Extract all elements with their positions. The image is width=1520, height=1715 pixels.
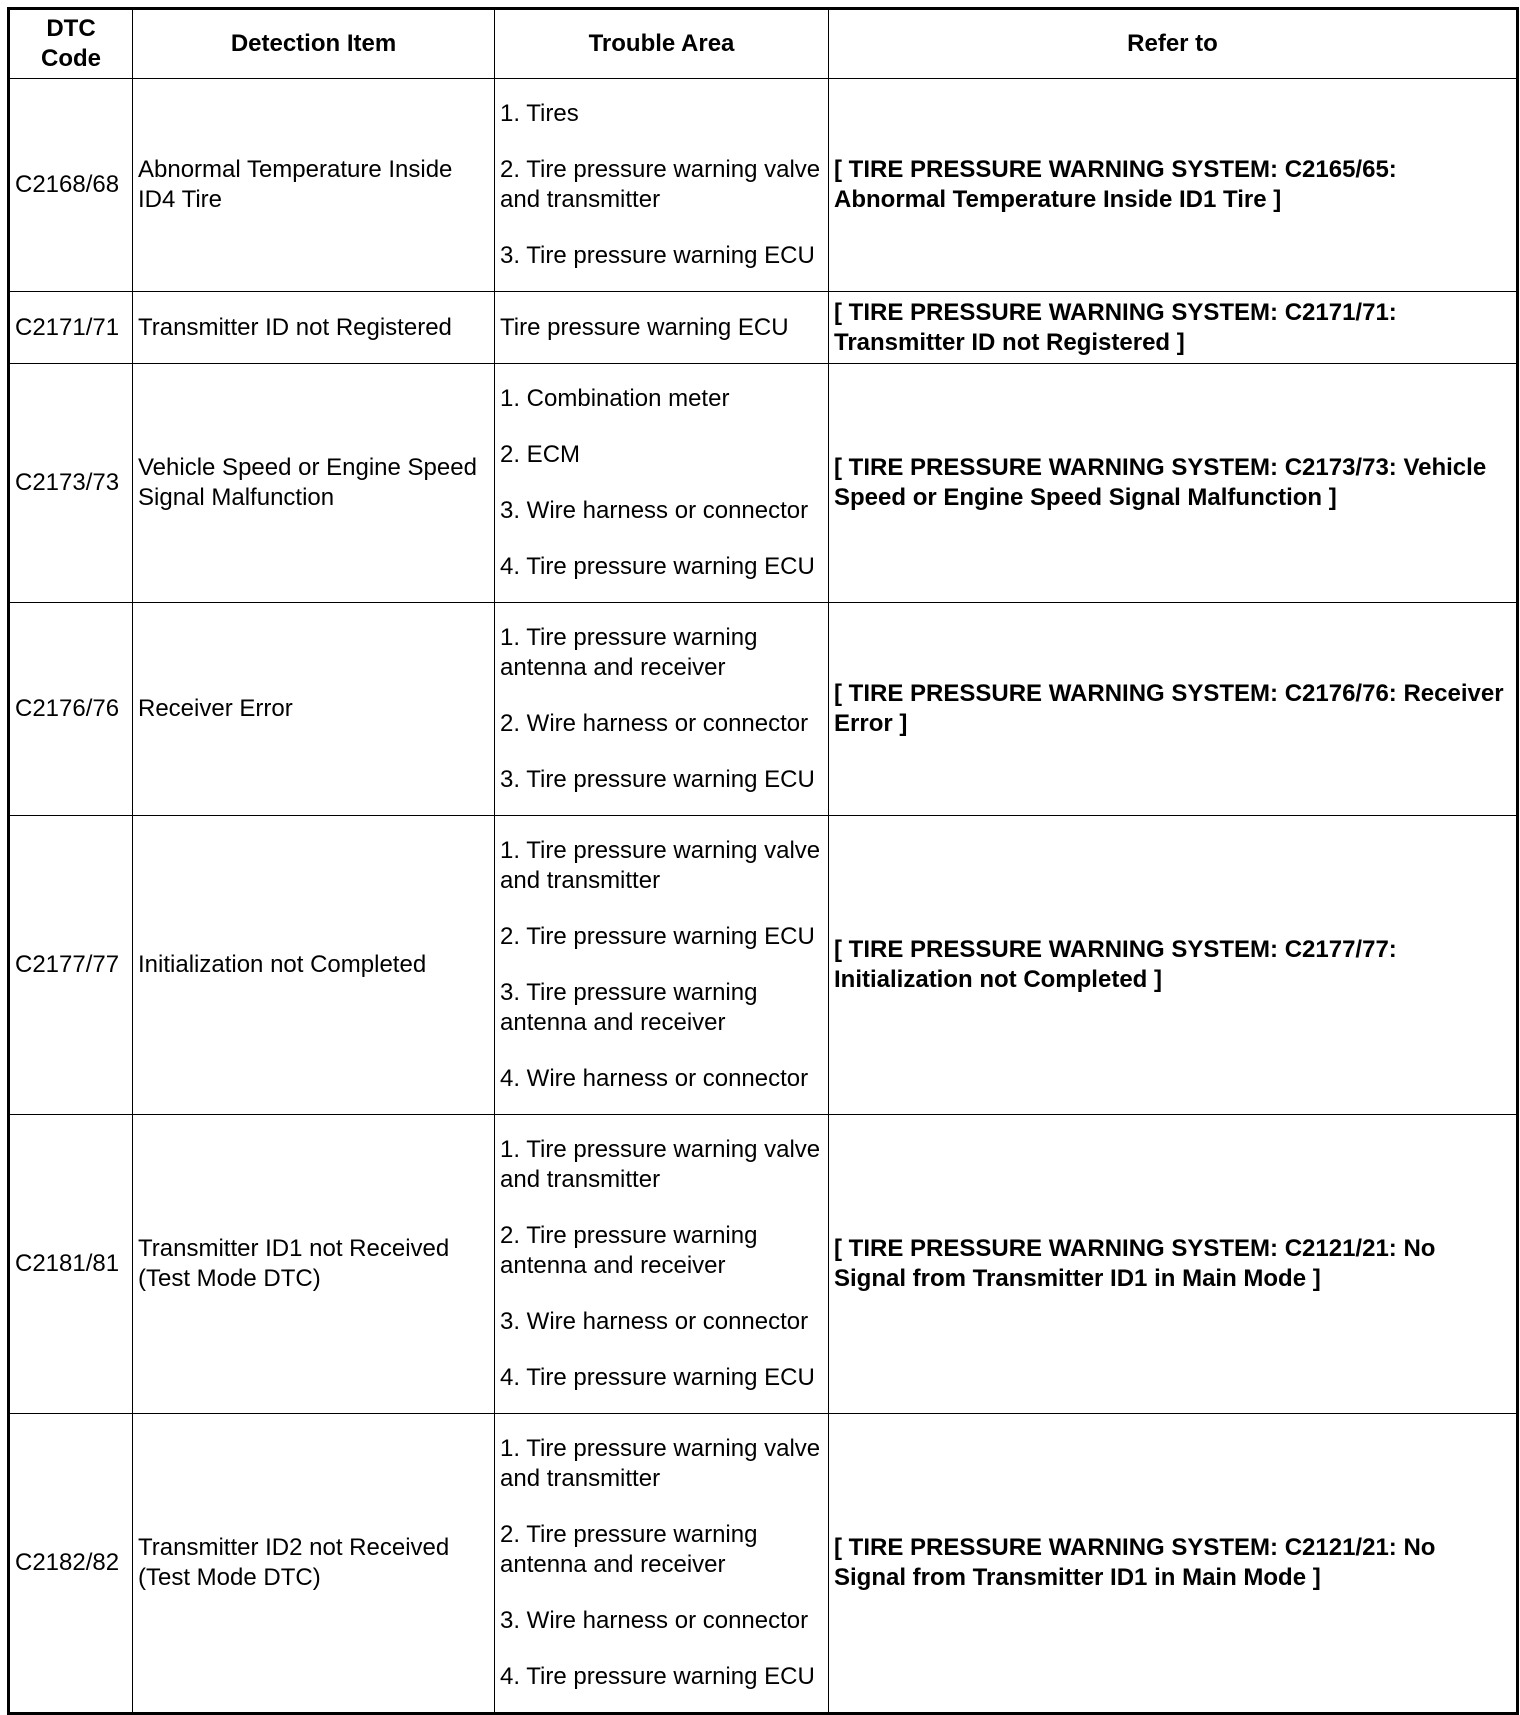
trouble-area-item: 3. Wire harness or connector (500, 497, 809, 524)
trouble-area-item: 2. Wire harness or connector (500, 710, 809, 737)
refer-to-link[interactable]: [ TIRE PRESSURE WARNING SYSTEM: C2171/71: Transmitter ID not Registered ] (829, 292, 1518, 364)
trouble-area-item: 4. Wire harness or connector (500, 1065, 809, 1092)
refer-to-link[interactable]: [ TIRE PRESSURE WARNING SYSTEM: C2177/77: Initialization not Completed ] (829, 816, 1518, 1115)
detection-item-cell: Transmitter ID2 not Received (Test Mode DTC) (133, 1414, 495, 1714)
trouble-area-item: 4. Tire pressure warning ECU (500, 1364, 815, 1391)
table-body (9, 79, 1518, 1714)
header-row (9, 9, 1518, 79)
trouble-area-item: 4. Tire pressure warning ECU (500, 553, 815, 580)
trouble-area-item: 1. Tire pressure warning antenna and receiver (500, 624, 758, 681)
table-header (9, 9, 1518, 79)
trouble-area-item: 1. Tire pressure warning valve and transmitter (500, 1136, 821, 1193)
header-refer-to: Refer to (829, 9, 1518, 79)
table-row (9, 364, 1518, 603)
detection-item-cell: Abnormal Temperature Inside ID4 Tire (133, 79, 495, 292)
detection-item-cell: Vehicle Speed or Engine Speed Signal Malfunction (133, 364, 495, 603)
trouble-area-item: 3. Wire harness or connector (500, 1607, 809, 1634)
dtc-code-cell: C2173/73 (9, 364, 133, 603)
trouble-area-item: 1. Combination meter (500, 385, 730, 412)
dtc-code-cell: C2177/77 (9, 816, 133, 1115)
trouble-area-item: 3. Tire pressure warning antenna and receiver (500, 979, 758, 1036)
table-row (9, 816, 1518, 1115)
trouble-area-item: Tire pressure warning ECU (500, 313, 789, 341)
dtc-code-cell: C2181/81 (9, 1115, 133, 1414)
trouble-area-cell (495, 292, 829, 364)
table-row (9, 1115, 1518, 1414)
table-row (9, 603, 1518, 816)
detection-item-cell: Transmitter ID1 not Received (Test Mode DTC) (133, 1115, 495, 1414)
dtc-code-cell: C2182/82 (9, 1414, 133, 1714)
dtc-table (7, 7, 1519, 1715)
refer-to-link[interactable]: [ TIRE PRESSURE WARNING SYSTEM: C2121/21: No Signal from Transmitter ID1 in Main Mode ] (829, 1115, 1518, 1414)
dtc-code-cell: C2176/76 (9, 603, 133, 816)
refer-to-link[interactable]: [ TIRE PRESSURE WARNING SYSTEM: C2173/73: Vehicle Speed or Engine Speed Signal Malfunction ] (829, 364, 1518, 603)
header-trouble-area: Trouble Area (495, 9, 829, 79)
trouble-area-item: 3. Tire pressure warning ECU (500, 766, 815, 793)
trouble-area-cell (495, 364, 829, 603)
header-detection-item: Detection Item (133, 9, 495, 79)
table-row (9, 79, 1518, 292)
dtc-code-cell: C2168/68 (9, 79, 133, 292)
detection-item-cell: Receiver Error (133, 603, 495, 816)
table-row (9, 292, 1518, 364)
trouble-area-item: 1. Tires (500, 100, 579, 127)
trouble-area-cell (495, 79, 829, 292)
trouble-area-item: 4. Tire pressure warning ECU (500, 1663, 815, 1690)
refer-to-link[interactable]: [ TIRE PRESSURE WARNING SYSTEM: C2165/65: Abnormal Temperature Inside ID1 Tire ] (829, 79, 1518, 292)
trouble-area-item: 2. Tire pressure warning valve and transmitter (500, 156, 821, 213)
trouble-area-item: 2. Tire pressure warning antenna and receiver (500, 1521, 758, 1578)
refer-to-link[interactable]: [ TIRE PRESSURE WARNING SYSTEM: C2121/21: No Signal from Transmitter ID1 in Main Mode ] (829, 1414, 1518, 1714)
trouble-area-item: 3. Tire pressure warning ECU (500, 242, 815, 269)
trouble-area-item: 1. Tire pressure warning valve and transmitter (500, 837, 821, 894)
trouble-area-cell (495, 1414, 829, 1714)
detection-item-cell: Initialization not Completed (133, 816, 495, 1115)
trouble-area-item: 2. Tire pressure warning antenna and receiver (500, 1222, 758, 1279)
trouble-area-cell (495, 603, 829, 816)
trouble-area-cell (495, 1115, 829, 1414)
dtc-code-cell: C2171/71 (9, 292, 133, 364)
trouble-area-item: 1. Tire pressure warning valve and transmitter (500, 1435, 821, 1492)
refer-to-link[interactable]: [ TIRE PRESSURE WARNING SYSTEM: C2176/76: Receiver Error ] (829, 603, 1518, 816)
header-dtc-code: DTC Code (9, 9, 133, 79)
detection-item-cell: Transmitter ID not Registered (133, 292, 495, 364)
trouble-area-item: 3. Wire harness or connector (500, 1308, 809, 1335)
table-row (9, 1414, 1518, 1714)
trouble-area-item: 2. Tire pressure warning ECU (500, 923, 815, 950)
trouble-area-item: 2. ECM (500, 441, 581, 468)
trouble-area-cell (495, 816, 829, 1115)
